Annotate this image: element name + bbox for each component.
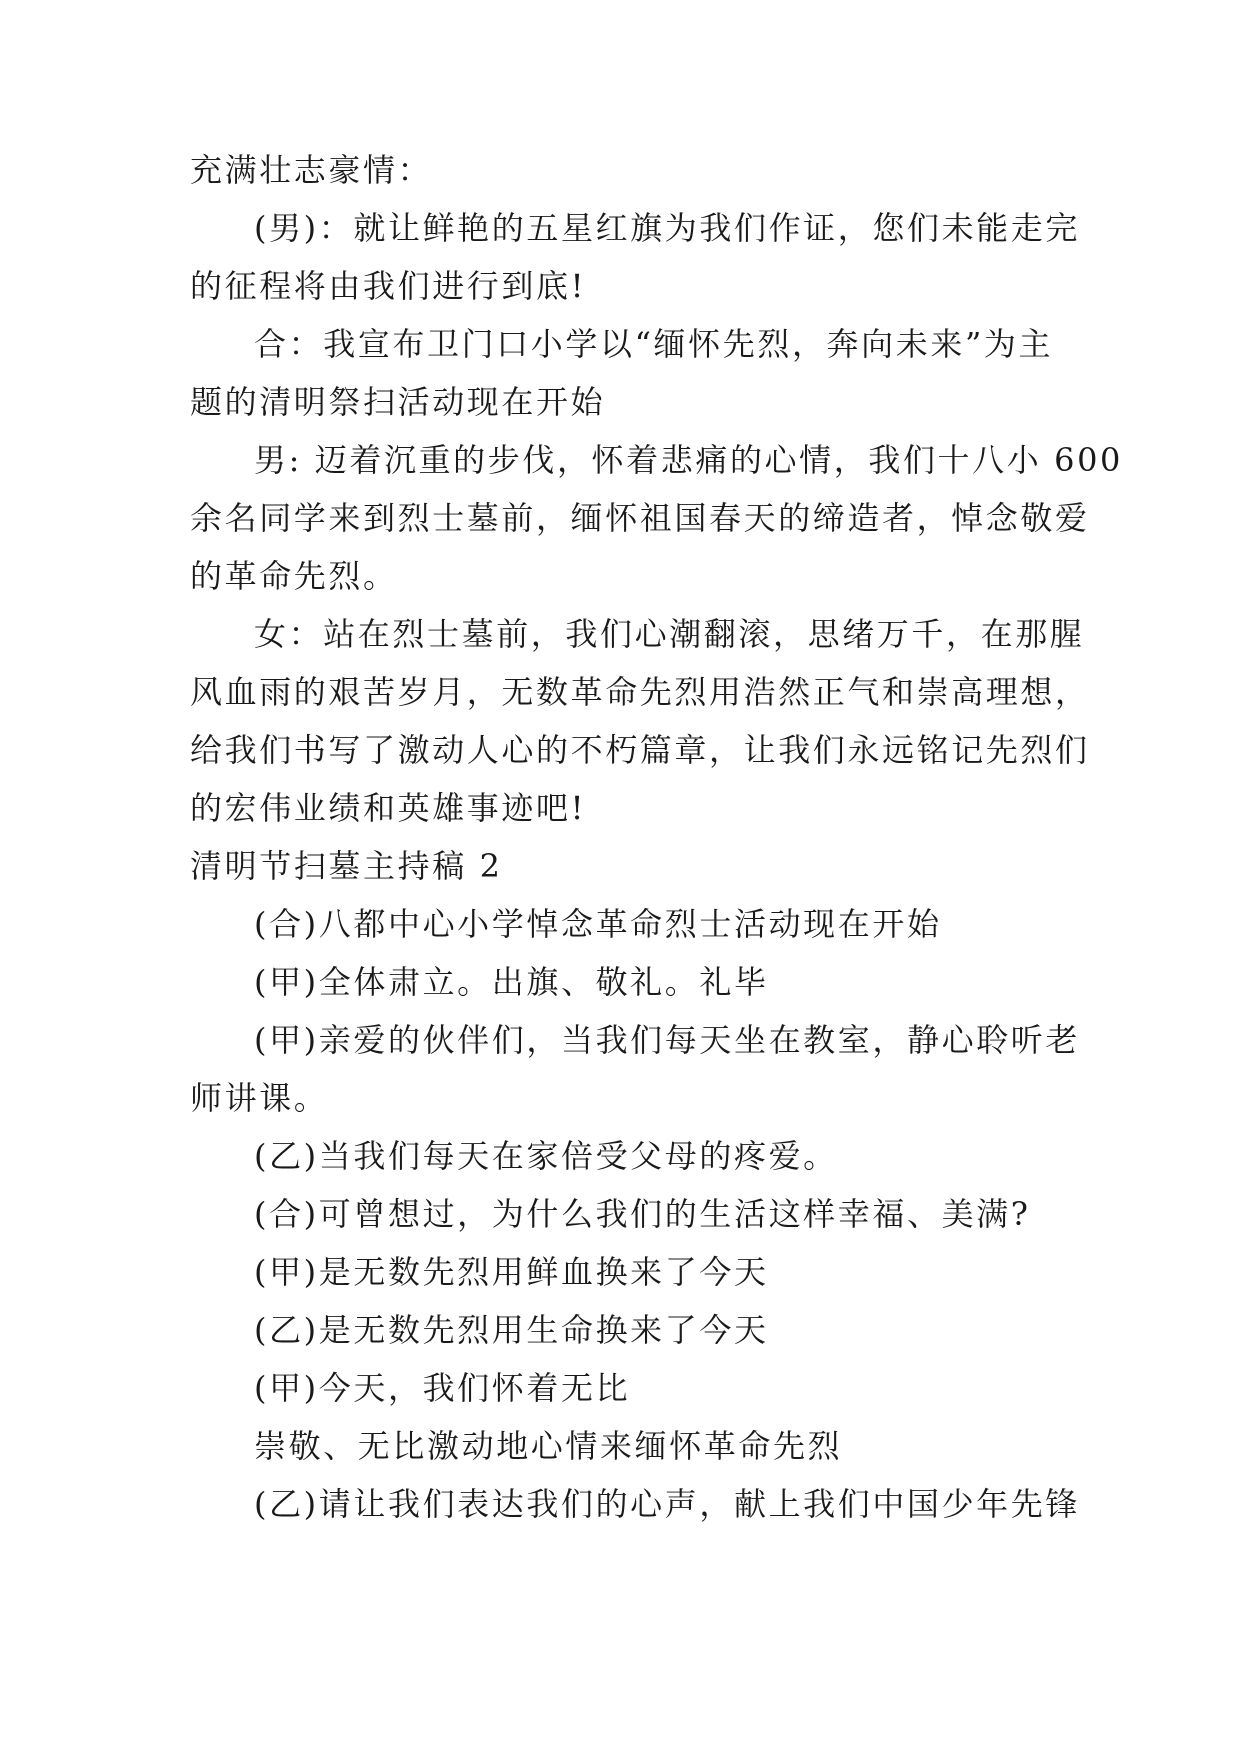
text-line: 余名同学来到烈士墓前，缅怀祖国春天的缔造者，悼念敬爱 [190,499,1090,537]
text-line: (甲)今天，我们怀着无比 [254,1369,631,1407]
text-line: 合：我宣布卫门口小学以“缅怀先烈，奔向未来”为主 [254,325,1054,363]
text-line: (合)八都中心小学悼念革命烈士活动现在开始 [254,905,942,943]
text-line: (甲)是无数先烈用鲜血换来了今天 [254,1253,769,1291]
text-line: 女：站在烈士墓前，我们心潮翻滚，思绪万千，在那腥 [254,615,1085,653]
text-line: (甲)亲爱的伙伴们，当我们每天坐在教室，静心聆听老 [254,1021,1080,1059]
text-line: (乙)当我们每天在家倍受父母的疼爱。 [254,1137,838,1175]
text-line: 充满壮志豪情： [190,151,433,189]
text-line: (乙)是无数先烈用生命换来了今天 [254,1311,769,1349]
text-line: 给我们书写了激动人心的不朽篇章，让我们永远铭记先烈们 [190,731,1090,769]
text-line: 的宏伟业绩和英雄事迹吧! [190,789,587,827]
text-line: 题的清明祭扫活动现在开始 [190,383,606,421]
text-line: 男: 迈着沉重的步伐，怀着悲痛的心情，我们十八小 600 [254,441,1124,479]
section-title: 清明节扫墓主持稿 2 [190,847,503,885]
text-line: 的革命先烈。 [190,557,398,595]
text-line: 崇敬、无比激动地心情来缅怀革命先烈 [254,1427,843,1465]
text-line: 师讲课。 [190,1079,329,1117]
text-line: (男)：就让鲜艳的五星红旗为我们作证，您们未能走完 [254,209,1080,247]
text-line: (乙)请让我们表达我们的心声，献上我们中国少年先锋 [254,1485,1080,1523]
text-line: 的征程将由我们进行到底! [190,267,587,305]
text-line: 风血雨的艰苦岁月，无数革命先烈用浩然正气和崇高理想， [190,673,1090,711]
text-line: (合)可曾想过，为什么我们的生活这样幸福、美满? [254,1195,1031,1233]
text-line: (甲)全体肃立。出旗、敬礼。礼毕 [254,963,769,1001]
